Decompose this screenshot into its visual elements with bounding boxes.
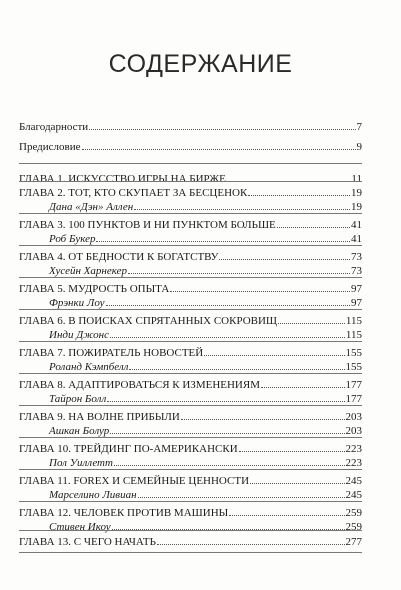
toc-entry-label: ГЛАВА 2. ТОТ, КТО СКУПАЕТ ЗА БЕСЦЕНОК [19, 187, 248, 199]
toc-entry-page: 259 [345, 521, 362, 533]
dot-leader [277, 218, 350, 228]
dot-leader [138, 488, 345, 498]
toc-entry-page: 203 [345, 411, 362, 423]
chapter-divider [19, 373, 362, 374]
toc-entry-label: ГЛАВА 1. ИСКУССТВО ИГРЫ НА БИРЖЕ [19, 173, 226, 185]
toc-entry[interactable] [19, 218, 362, 232]
chapter-divider [19, 163, 362, 164]
toc-entry[interactable] [19, 346, 362, 360]
toc-entry-label: ГЛАВА 4. ОТ БЕДНОСТИ К БОГАТСТВУ [19, 251, 219, 263]
toc-entry-label: ГЛАВА 9. НА ВОЛНЕ ПРИБЫЛИ [19, 411, 180, 423]
chapter-divider [19, 341, 362, 342]
dot-leader [106, 296, 350, 306]
toc-entry-page: 19 [351, 201, 362, 213]
toc-entry-label: ГЛАВА 10. ТРЕЙДИНГ ПО-АМЕРИКАНСКИ [19, 443, 238, 455]
toc-author-name: Фрэнки Лоу [49, 297, 105, 309]
toc-entry[interactable] [19, 474, 362, 488]
chapter-divider [19, 245, 362, 246]
toc-author-name: Роб Букер [49, 233, 96, 245]
toc-author-entry[interactable] [49, 328, 362, 342]
toc-entry-page: 41 [351, 219, 362, 231]
toc-entry[interactable] [19, 410, 362, 424]
page-title: СОДЕРЖАНИЕ [108, 50, 293, 78]
toc-author-entry[interactable] [49, 296, 362, 310]
toc-entry-label: ГЛАВА 6. В ПОИСКАХ СПРЯТАННЫХ СОКРОВИЩ [19, 315, 278, 327]
toc-entry-page: 73 [351, 251, 362, 263]
dot-leader [134, 200, 350, 210]
dot-leader [128, 264, 350, 274]
toc-entry-page: 155 [345, 361, 362, 373]
toc-entry[interactable] [19, 442, 362, 456]
toc-entry-label: Благодарности [19, 121, 89, 133]
chapter-divider [19, 181, 362, 182]
chapter-divider [19, 437, 362, 438]
toc-entry[interactable] [19, 282, 362, 296]
toc-entry-page: 115 [345, 329, 362, 341]
dot-leader [219, 250, 350, 260]
toc-author-entry[interactable] [49, 520, 362, 534]
dot-leader [96, 232, 350, 242]
toc-entry-label: ГЛАВА 13. С ЧЕГО НАЧАТЬ [19, 536, 156, 548]
toc-entry-label: ГЛАВА 5. МУДРОСТЬ ОПЫТА [19, 283, 170, 295]
toc-author-entry[interactable] [49, 392, 362, 406]
toc-author-name: Инди Джонс [49, 329, 110, 341]
dot-leader [278, 314, 345, 324]
toc-entry-label: ГЛАВА 8. АДАПТИРОВАТЬСЯ К ИЗМЕНЕНИЯМ [19, 379, 260, 391]
toc-entry-page: 73 [351, 265, 362, 277]
toc-entry-label: ГЛАВА 3. 100 ПУНКТОВ И НИ ПУНКТОМ БОЛЬШЕ [19, 219, 276, 231]
toc-author-entry[interactable] [49, 424, 362, 438]
toc-entry-page: 277 [345, 536, 362, 548]
dot-leader [110, 424, 344, 434]
toc-entry-page: 115 [345, 315, 362, 327]
toc-entry[interactable] [19, 506, 362, 520]
toc-entry-page: 19 [351, 187, 362, 199]
toc-entry[interactable] [19, 314, 362, 328]
chapter-divider [19, 309, 362, 310]
dot-leader [112, 520, 345, 530]
toc-author-name: Пол Уиллетт [49, 457, 113, 469]
toc-entry-page: 245 [345, 475, 362, 487]
toc-author-name: Роланд Кэмпбелл [49, 361, 129, 373]
dot-leader [261, 378, 345, 388]
chapter-divider [19, 213, 362, 214]
chapter-divider [19, 469, 362, 470]
toc-entry-page: 259 [345, 507, 362, 519]
toc-entry-page: 155 [345, 347, 362, 359]
toc-entry-label: ГЛАВА 11. FOREX И СЕМЕЙНЫЕ ЦЕННОСТИ [19, 475, 250, 487]
chapter-divider [19, 277, 362, 278]
chapter-divider [19, 501, 362, 502]
toc-entry-page: 203 [345, 425, 362, 437]
toc-author-entry[interactable] [49, 456, 362, 470]
toc-author-name: Тайрон Болл [49, 393, 107, 405]
dot-leader [229, 506, 344, 516]
toc-author-entry[interactable] [49, 264, 362, 278]
toc-entry-label: Предисловие [19, 141, 81, 153]
toc-entry-page: 223 [345, 443, 362, 455]
toc-entry-page: 223 [345, 457, 362, 469]
dot-leader [89, 120, 355, 130]
dot-leader [181, 410, 345, 420]
dot-leader [82, 140, 356, 150]
toc-entry-page: 11 [351, 173, 362, 185]
toc-entry[interactable] [19, 378, 362, 392]
toc-author-name: Марселино Ливиан [49, 489, 137, 501]
toc-entry[interactable] [19, 186, 362, 200]
dot-leader [114, 456, 345, 466]
toc-entry[interactable] [19, 120, 362, 134]
toc-author-entry[interactable] [49, 232, 362, 246]
dot-leader [107, 392, 344, 402]
toc-author-name: Стивен Икоу [49, 521, 111, 533]
toc-entry-page: 97 [351, 283, 362, 295]
chapter-divider [19, 530, 362, 531]
toc-entry-page: 7 [356, 121, 362, 133]
dot-leader [110, 328, 345, 338]
toc-entry-label: ГЛАВА 7. ПОЖИРАТЕЛЬ НОВОСТЕЙ [19, 347, 204, 359]
toc-author-entry[interactable] [49, 200, 362, 214]
toc-entry-label: ГЛАВА 12. ЧЕЛОВЕК ПРОТИВ МАШИНЫ [19, 507, 229, 519]
toc-entry-page: 41 [351, 233, 362, 245]
toc-entry[interactable] [19, 140, 362, 154]
dot-leader [204, 346, 344, 356]
chapter-divider [19, 405, 362, 406]
dot-leader [250, 474, 344, 484]
dot-leader [248, 186, 350, 196]
toc-entry[interactable] [19, 172, 362, 186]
dot-leader [170, 282, 350, 292]
toc-entry[interactable] [19, 535, 362, 549]
toc-author-name: Ашкан Болур [49, 425, 110, 437]
toc-author-entry[interactable] [49, 488, 362, 502]
toc-entry-page: 245 [345, 489, 362, 501]
dot-leader [129, 360, 344, 370]
dot-leader [157, 535, 345, 545]
toc-entry-page: 97 [351, 297, 362, 309]
toc-entry[interactable] [19, 250, 362, 264]
toc-entry-page: 177 [345, 379, 362, 391]
chapter-divider [19, 552, 362, 553]
toc-author-name: Дана «Дэн» Аллен [49, 201, 134, 213]
toc-entry-page: 9 [356, 141, 362, 153]
toc-entry-page: 177 [345, 393, 362, 405]
toc-author-entry[interactable] [49, 360, 362, 374]
toc-author-name: Хусейн Харнекер [49, 265, 128, 277]
dot-leader [239, 442, 345, 452]
